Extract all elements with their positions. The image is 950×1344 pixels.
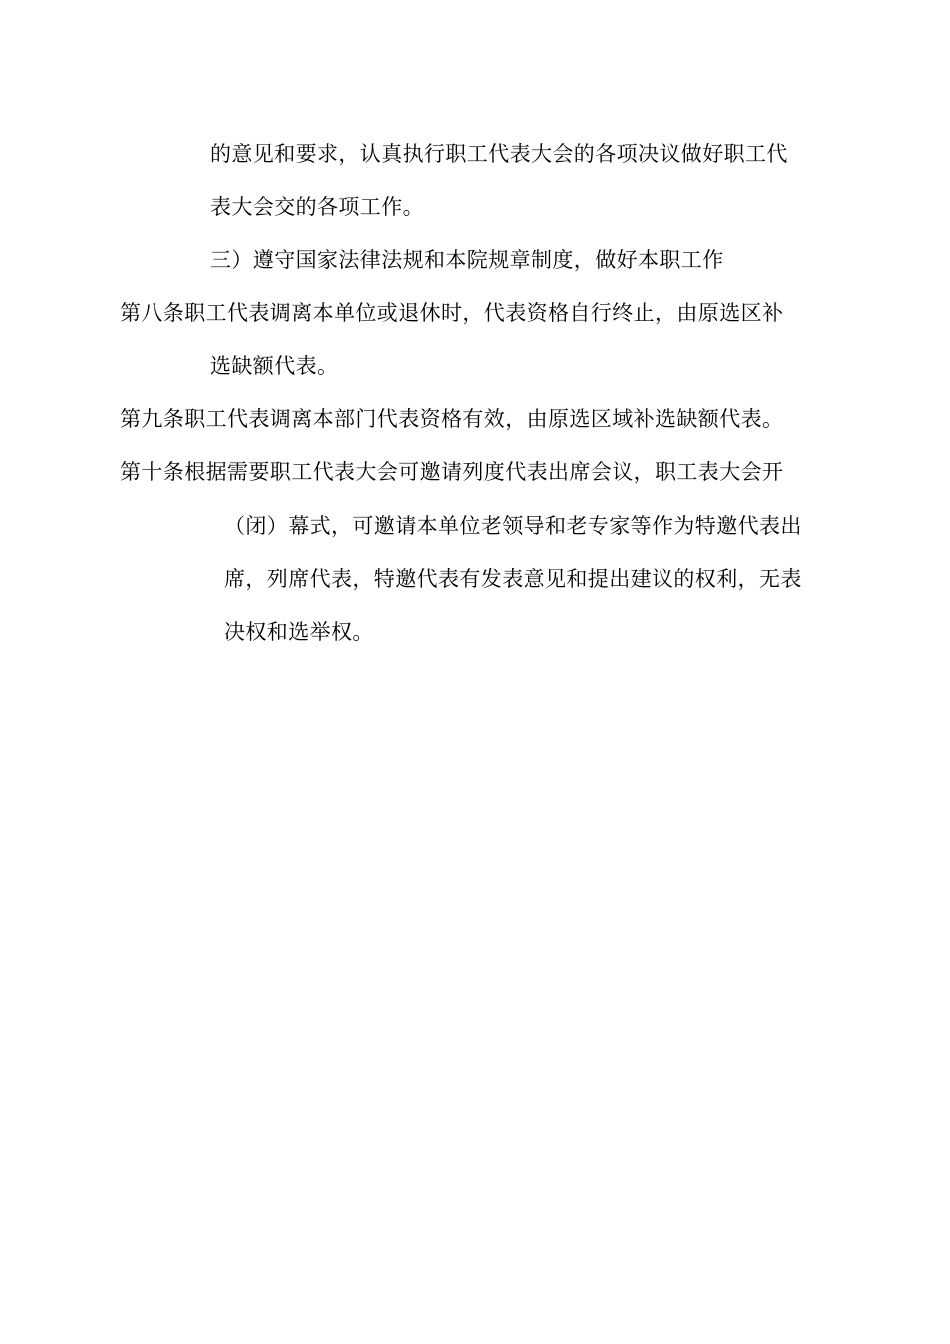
article-10-line-2: （闭）幕式，可邀请本单位老领导和老专家等作为特邀代表出 [224, 514, 802, 538]
article-8-line-1: 第八条职工代表调离本单位或退休时，代表资格自行终止，由原选区补 [120, 301, 784, 325]
article-9-line: 第九条职工代表调离本部门代表资格有效，由原选区域补选缺额代表。 [120, 407, 784, 431]
article-8-line-2: 选缺额代表。 [210, 354, 339, 378]
article-10-line-4: 决权和选举权。 [224, 620, 374, 644]
text-line-3: 三）遵守国家法律法规和本院规章制度，做好本职工作 [210, 248, 724, 272]
article-10-line-3: 席，列席代表，特邀代表有发表意见和提出建议的权利，无表 [224, 567, 802, 591]
text-line-2: 表大会交的各项工作。 [210, 195, 424, 219]
text-line-1: 的意见和要求，认真执行职工代表大会的各项决议做好职工代 [210, 142, 788, 166]
article-10-line-1: 第十条根据需要职工代表大会可邀请列度代表出席会议，职工表大会开 [120, 460, 784, 484]
